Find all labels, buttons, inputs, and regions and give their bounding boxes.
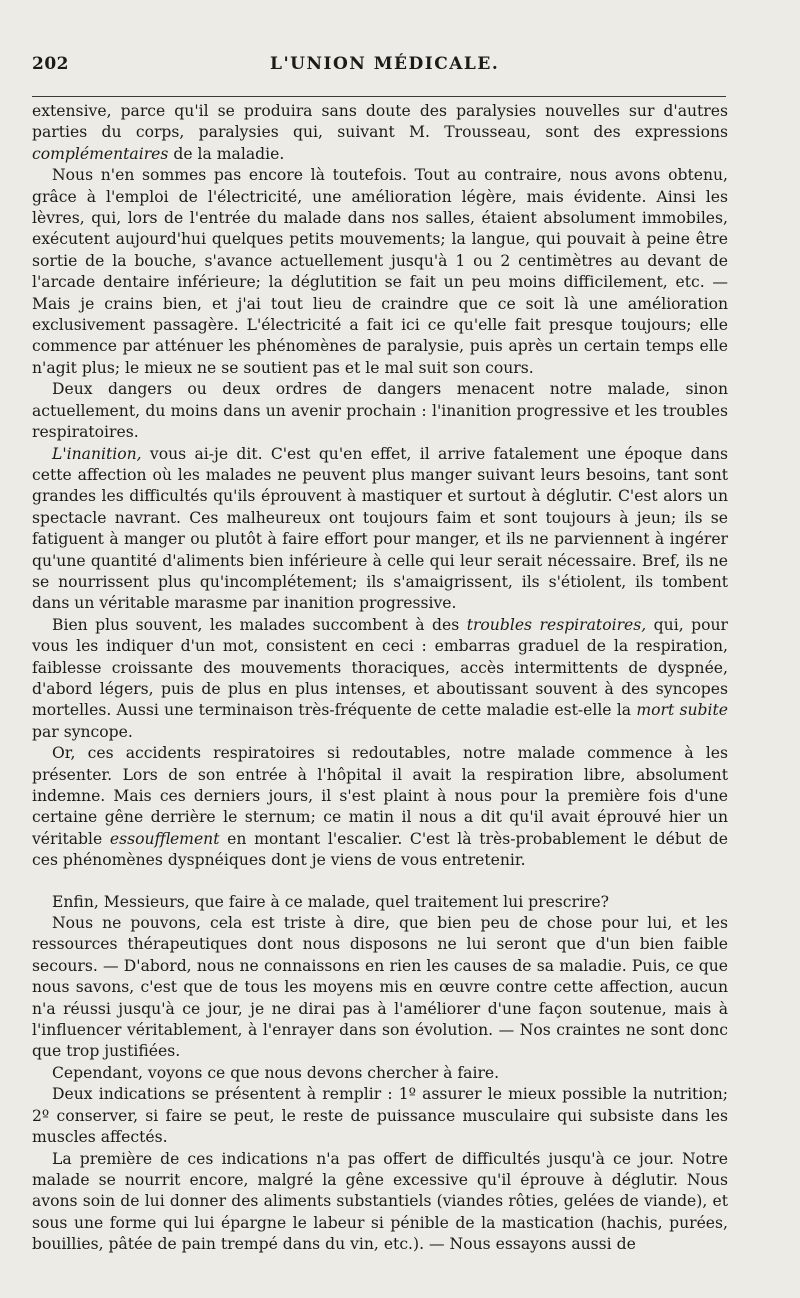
article-body (32, 101, 728, 1256)
page-number: 202 (32, 54, 69, 74)
paragraph-text: extensive, parce qu'il se produira sans doute des paralysies nouvelles sur d'autres parties du corps, paralysies qui, suivant M. Trousseau, sont des expressions (32, 102, 728, 142)
paragraph (32, 743, 728, 871)
paragraph-text: Deux indications se présentent à remplir : 1º assurer le mieux possible la nutrition; 2º conserver, si faire se peut, le reste de puissance musculaire qui subsiste dans les muscles affectés. (32, 1085, 728, 1147)
paragraph-text: en montant l'escalier. C'est là très-probablement le début de ces phénomènes dyspnéiques dont je viens de vous entretenir. (32, 829, 728, 870)
paragraph (32, 444, 728, 615)
italic-text: essoufflement (109, 829, 220, 848)
paragraph (32, 379, 728, 443)
paragraph-text: vous ai-je dit. C'est qu'en effet, il arrive fatalement une époque dans cette affection où les malades ne peuvent plus manger suivant leurs besoins, tant sont grandes les difficultés qu'ils éprouvent à mastiquer et surtout à déglutir. C'est alors un spectacle navrant. Ces malheureux ont toujours faim et sont toujours à jeun; ils se fatiguent à manger ou plutôt à faire effort pour manger, et ils ne parviennent à ingérer qu'une quantité d'aliments bien inférieure à celle qui leur serait nécessaire. Bref, ils ne se nourrissent plus qu'incomplétement; ils s'amaigrissent, ils s'étiolent, ils tombent dans un véritable marasme par inanition progressive. (32, 444, 728, 613)
header-rule (32, 96, 726, 97)
paragraph-text: de la maladie. (168, 144, 285, 163)
italic-text: mort subite (636, 701, 728, 720)
running-title: L'UNION MÉDICALE. (270, 54, 500, 74)
paragraph (32, 1063, 728, 1084)
italic-text: troubles respiratoires, (466, 615, 647, 634)
paragraph (32, 1084, 728, 1148)
paragraph-text: par syncope. (32, 722, 133, 741)
paragraph (32, 615, 728, 743)
italic-text: L'inanition, (52, 444, 142, 463)
page-header (32, 54, 728, 86)
paragraph-text: Deux dangers ou deux ordres de dangers menacent notre malade, sinon actuellement, du moins dans un avenir prochain : l'inanition progressive et les troubles respiratoires. (32, 380, 728, 442)
paragraph (32, 165, 728, 379)
paragraph-text: Nous ne pouvons, cela est triste à dire, que bien peu de chose pour lui, et les ressources thérapeutiques dont nous disposons ne lui seront que d'un bien faible secours. — D'abord, nous ne connaissons en rien les causes de sa maladie. Puis, ce que nous savons, c'est que de tous les moyens mis en œuvre contre cette affection, aucun n'a réussi jusqu'à ce jour, je ne dirai pas à l'améliorer d'une façon soutenue, mais à l'influencer véritablement, à l'enrayer dans son évolution. — Nos craintes ne sont donc que trop justifiées. (32, 914, 728, 1061)
italic-text: complémentaires (32, 144, 169, 163)
paragraph (32, 892, 728, 913)
paragraph-text: Or, ces accidents respiratoires si redoutables, notre malade commence à les présenter. Lors de son entrée à l'hôpital il avait la respiration libre, absolument indemne. Mais ces derniers jours, il s'est plaint à nous pour la première fois d'une certaine gêne derrière le sternum; ce matin il nous a dit qu'il avait éprouvé hier un véritable (32, 744, 728, 848)
paragraph-text: qui, pour vous les indiquer d'un mot, consistent en ceci : embarras graduel de la respiration, faiblesse croissante des mouvements thoraciques, accès intermittents de dyspnée, d'abord légers, puis de plus en plus intenses, et aboutissant souvent à des syncopes mortelles. Aussi une terminaison très-fréquente de cette maladie est-elle la (32, 615, 728, 720)
paragraph-text: La première de ces indications n'a pas offert de difficultés jusqu'à ce jour. Notre malade se nourrit encore, malgré la gêne excessive qu'il éprouve à déglutir. Nous avons soin de lui donner des aliments substantiels (viandes rôties, gelées de viande), et sous une forme qui lui épargne le labeur si pénible de la mastication (hachis, purées, bouillies, pâtée de pain trempé dans du vin, etc.). — Nous essayons aussi de (32, 1149, 728, 1254)
paragraph (32, 913, 728, 1063)
paragraph-text: Cependant, voyons ce que nous devons chercher à faire. (52, 1063, 500, 1082)
paragraph-spacer (32, 872, 728, 892)
paragraph (32, 1149, 728, 1256)
paragraph (32, 101, 728, 165)
paragraph-text: Bien plus souvent, les malades succombent à des (52, 615, 467, 634)
paragraph-text: Nous n'en sommes pas encore là toutefois. Tout au contraire, nous avons obtenu, grâce à l'emploi de l'électricité, une amélioration légère, mais évidente. Ainsi les lèvres, qui, lors de l'entrée du malade dans nos salles, étaient absolument immobiles, exécutent aujourd'hui quelques petits mouvements; la langue, qui pouvait à peine être sortie de la bouche, s'avance actuellement jusqu'à 1 ou 2 centimètres au devant de l'arcade dentaire inférieure; la déglutition se fait un peu moins difficilement, etc. — Mais je crains bien, et j'ai tout lieu de craindre que ce soit là une amélioration exclusivement passagère. L'électricité a fait ici ce qu'elle fait presque toujours; elle commence par atténuer les phénomènes de paralysie, puis après un certain temps elle n'agit plus; le mieux ne se soutient pas et le mal suit son cours. (32, 166, 728, 377)
paragraph-text: Enfin, Messieurs, que faire à ce malade, quel traitement lui prescrire? (52, 892, 610, 911)
